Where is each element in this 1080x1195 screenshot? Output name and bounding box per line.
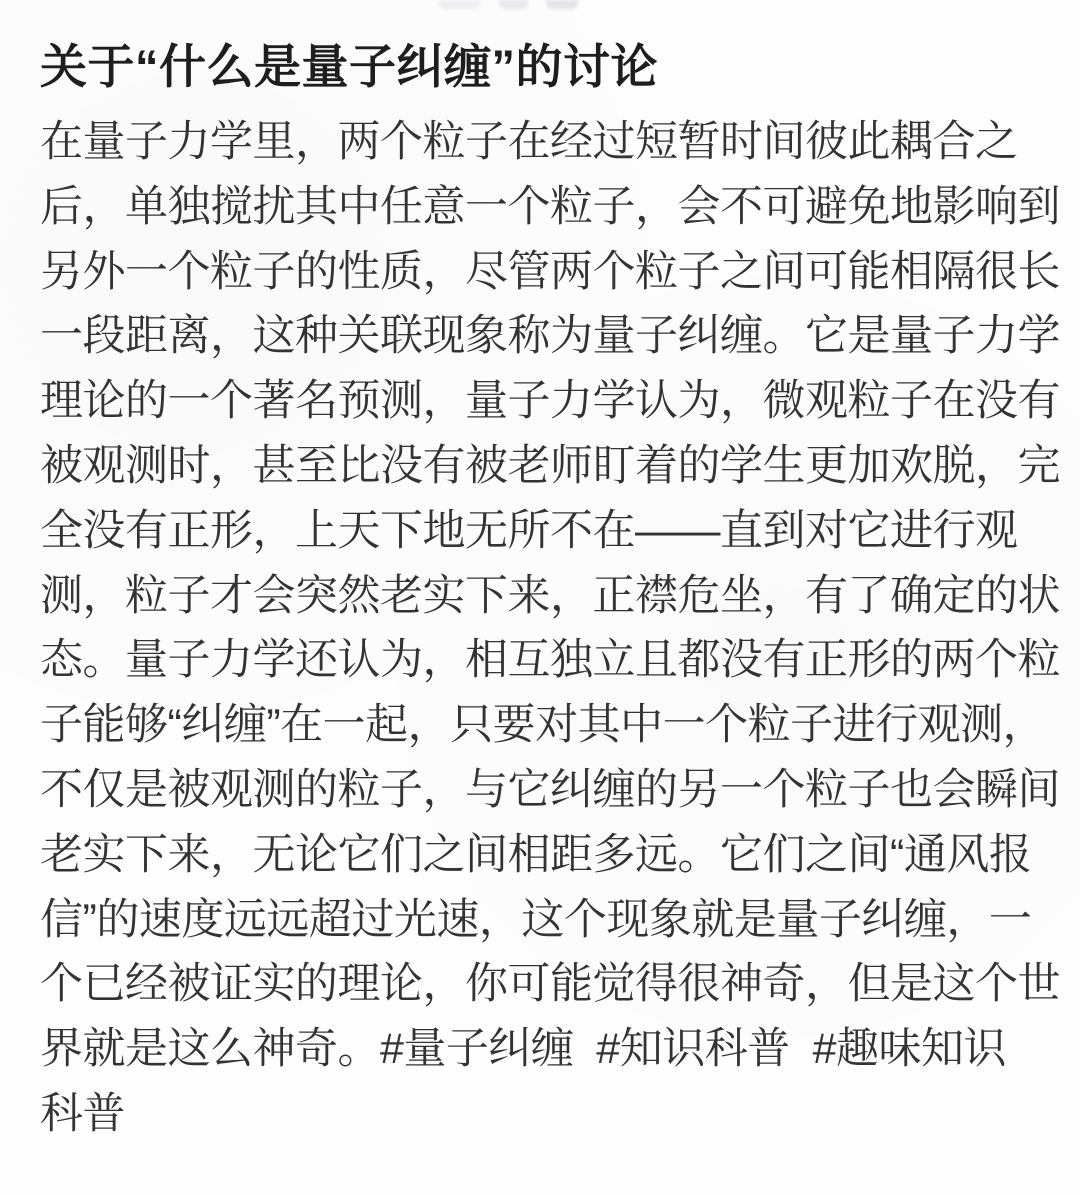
body-line-1: 在量子力学里，两个粒子在经过短暂时间彼此耦合之 <box>40 118 1018 166</box>
body-line-13: 信”的速度远远超过光速，这个现象就是量子纠缠，一 <box>40 895 1032 944</box>
body-line-14: 个已经被证实的理论，你可能觉得很神奇，但是这个世 <box>40 960 1060 1009</box>
body-line-5: 理论的一个著名预测，量子力学认为，微观粒子在没有 <box>40 377 1060 426</box>
article-body <box>40 110 1060 1147</box>
body-line-7: 全没有正形，上天下地无所不在——直到对它进行观 <box>40 506 1018 555</box>
body-line-12: 老实下来，无论它们之间相距多远。它们之间“通风报 <box>40 830 1032 879</box>
body-line-2: 后，单独搅扰其中任意一个粒子，会不可避免地影响到 <box>40 182 1060 231</box>
body-line-9: 态。量子力学还认为，相互独立且都没有正形的两个粒 <box>40 636 1060 685</box>
body-line-4: 一段距离，这种关联现象称为量子纠缠。它是量子力学 <box>40 312 1060 361</box>
body-line-3: 另外一个粒子的性质，尽管两个粒子之间可能相隔很长 <box>40 247 1060 296</box>
top-crop-artifact <box>438 0 578 11</box>
body-line-16: 科普 <box>40 1089 125 1138</box>
page-title: 关于“什么是量子纠缠”的讨论 <box>40 40 658 93</box>
body-line-8: 测，粒子才会突然老实下来，正襟危坐，有了确定的状 <box>40 571 1060 620</box>
body-line-15: 界就是这么神奇。#量子纠缠 #知识科普 #趣味知识 <box>40 1025 1007 1074</box>
body-line-11: 不仅是被观测的粒子，与它纠缠的另一个粒子也会瞬间 <box>40 765 1060 814</box>
body-line-6: 被观测时，甚至比没有被老师盯着的学生更加欢脱，完 <box>40 441 1060 490</box>
body-line-10: 子能够“纠缠”在一起，只要对其中一个粒子进行观测， <box>40 701 1046 750</box>
